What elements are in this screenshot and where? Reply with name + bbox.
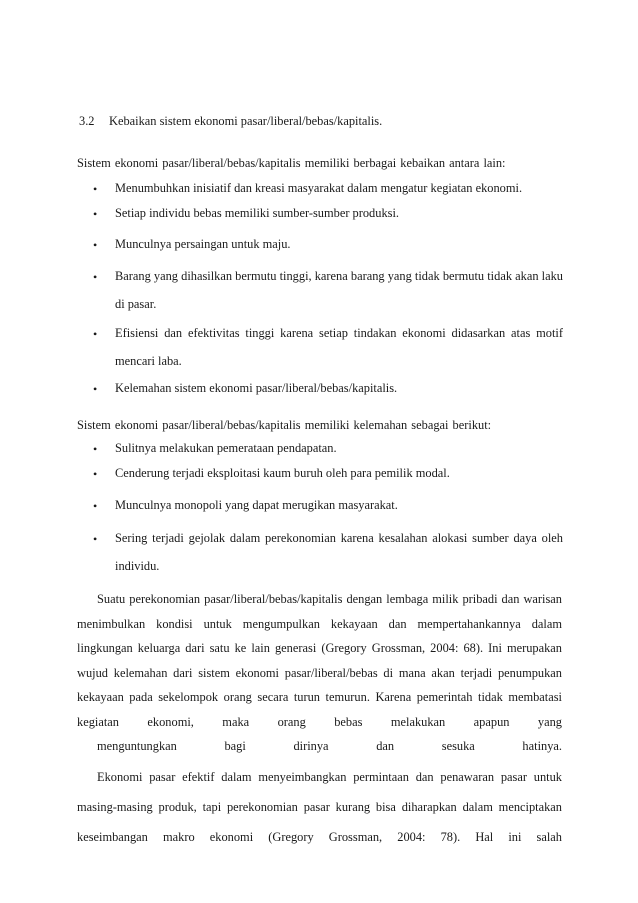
bullet-icon: • xyxy=(93,207,98,221)
bullet-icon: • xyxy=(93,238,98,252)
section-title: Kebaikan sistem ekonomi pasar/liberal/bebas/kapitalis. xyxy=(109,114,383,128)
bullet-icon: • xyxy=(93,182,98,196)
bullet-icon: • xyxy=(93,442,98,456)
advantages-intro: Sistem ekonomi pasar/liberal/bebas/kapitalis memiliki berbagai kebaikan antara lain: xyxy=(77,156,506,170)
paragraph xyxy=(77,762,562,852)
paragraph-last-line: menguntungkan bagi dirinya dan sesuka hatinya. xyxy=(97,739,562,753)
list-item-text: Munculnya persaingan untuk maju. xyxy=(115,237,291,251)
bullet-icon: • xyxy=(93,532,98,546)
weaknesses-intro: Sistem ekonomi pasar/liberal/bebas/kapitalis memiliki kelemahan sebagai berikut: xyxy=(77,418,492,432)
list-item-text: Cenderung terjadi eksploitasi kaum buruh oleh para pemilik modal. xyxy=(115,466,450,480)
list-item-text: Sering terjadi gejolak dalam perekonomian karena kesalahan alokasi sumber daya oleh individu. xyxy=(115,531,563,573)
list-item-text: Sulitnya melakukan pemerataan pendapatan. xyxy=(115,441,337,455)
bullet-icon: • xyxy=(93,382,98,396)
list-item-text: Kelemahan sistem ekonomi pasar/liberal/bebas/kapitalis. xyxy=(115,381,398,395)
bullet-icon: • xyxy=(93,467,98,481)
list-item-text: Menumbuhkan inisiatif dan kreasi masyarakat dalam mengatur kegiatan ekonomi. xyxy=(115,181,523,195)
list-item-text: Efisiensi dan efektivitas tinggi karena setiap tindakan ekonomi didasarkan atas motif mencari laba. xyxy=(115,326,563,368)
bullet-icon: • xyxy=(93,499,98,513)
bullet-icon: • xyxy=(93,327,98,341)
section-heading xyxy=(79,114,382,129)
paragraph-body: Suatu perekonomian pasar/liberal/bebas/kapitalis dengan lembaga milik pribadi dan warisan menimbulkan kondisi untuk mengumpulkan kekayaan dan mempertahankannya dalam lingkungan keluarga dari satu ke lain generasi (Gregory Grossman, 2004: 68). Ini merupakan wujud kelemahan dari sistem ekonomi pasar/liberal/bebas di mana akan terjadi penumpukan kekayaan pada sekelompok orang secara turun temurun. Karena pemerintah tidak membatasi kegiatan ekonomi, maka orang bebas melakukan apapun yang xyxy=(77,592,562,729)
bullet-icon: • xyxy=(93,270,98,284)
list-item-text: Barang yang dihasilkan bermutu tinggi, karena barang yang tidak bermutu tidak akan laku di pasar. xyxy=(115,269,563,311)
section-number: 3.2 xyxy=(79,114,95,128)
paragraph-body: Ekonomi pasar efektif dalam menyeimbangkan permintaan dan penawaran pasar untuk masing-masing produk, tapi perekonomian pasar kurang bisa diharapkan dalam menciptakan keseimbangan makro ekonomi (Gregory Grossman, 2004: 78). Hal ini salah xyxy=(77,770,562,844)
list-item-text: Setiap individu bebas memiliki sumber-sumber produksi. xyxy=(115,206,400,220)
list-item-text: Munculnya monopoli yang dapat merugikan masyarakat. xyxy=(115,498,398,512)
paragraph xyxy=(77,587,562,759)
